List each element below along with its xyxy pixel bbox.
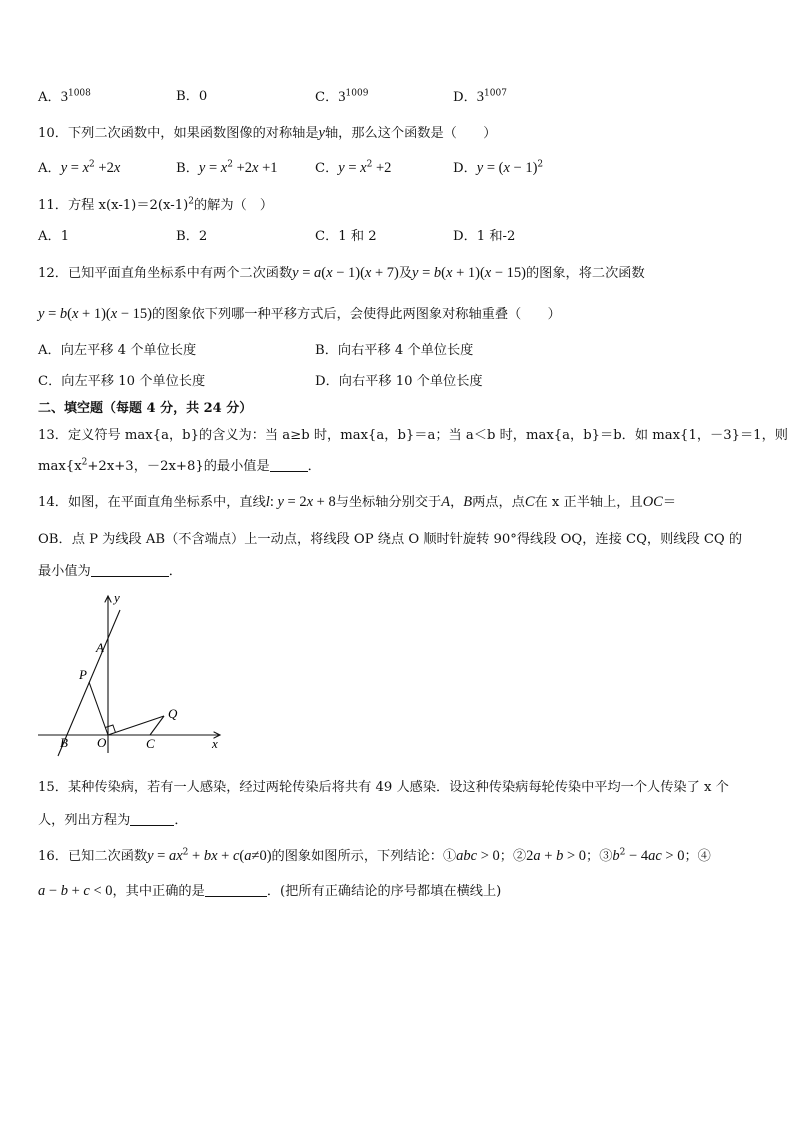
q10-option-a: A．$y = x^2 +2x$ [38,159,121,176]
q12-stem-line2: y = b(x + 1)(x − 15)的图象依下列哪一种平移方式后，会使得此两图象对称轴重叠（ ） [38,306,561,322]
label-o: O [97,735,107,750]
q9-option-c: C．$3^{1009}$ [315,88,369,105]
answer-blank[interactable] [270,457,308,472]
q16-line2: a − b + c < 0，其中正确的是 ．(把所有正确结论的序号都填在横线上) [38,883,502,899]
q9-option-d: D．$3^{1007}$ [453,88,507,105]
q13-line1: 13．定义符号 max{a，b}的含义为：当 a≥b 时，max{a，b}＝a；当 a＜b 时，max{a，b}＝b．如 max{1，－3}＝1，则 [38,428,788,443]
q14-line1: 14．如图，在平面直角坐标系中，直线l: y = 2x + 8与坐标轴分别交于A，B两点，点C在 x 正半轴上，且OC＝ [38,494,677,510]
q12-option-b: B．向右平移 4 个单位长度 [315,343,474,358]
q12-option-d: D．向右平移 10 个单位长度 [315,374,483,389]
q14-line2: OB．点 P 为线段 AB（不含端点）上一动点，将线段 OP 绕点 O 顺时针旋转 90°得线段 OQ，连接 CQ，则线段 CQ 的 [38,532,743,547]
label-p: P [79,667,87,682]
q12-stem-line1: 12．已知平面直角坐标系中有两个二次函数y = a(x − 1)(x + 7)及y = b(x + 1)(x − 15)的图象，将二次函数 [38,265,645,281]
q15-line1: 15．某种传染病，若有一人感染，经过两轮传染后将共有 49 人感染．设这种传染病每轮传染中平均一个人传染了 x 个 [38,780,729,795]
q9-option-b: B．0 [176,89,208,104]
q10-option-c: C．$y = x^2 +2$ [315,159,392,176]
q10-option-b: B．$y = x^2 +2x +1$ [176,159,278,176]
answer-blank[interactable] [205,882,267,897]
label-b: B [60,735,68,750]
q15-line2: 人，列出方程为 ． [38,813,188,828]
answer-blank[interactable] [130,811,174,826]
q9-option-a: A．$3^{1008}$ [38,88,91,105]
label-a: A [96,640,104,655]
label-y: y [114,590,120,605]
segment-oq [108,716,164,735]
q12-option-a: A．向左平移 4 个单位长度 [38,343,197,358]
q12-option-c: C．向左平移 10 个单位长度 [38,374,206,389]
label-x: x [212,736,218,751]
q11-option-a: A．1 [38,229,70,244]
q11-option-d: D．1 和-2 [453,229,516,244]
coordinate-figure [30,588,230,760]
q10-option-d: D．$y = (x - 1)^2$ [453,159,544,176]
section-title: 二、填空题（每题 4 分，共 24 分） [38,401,253,416]
q14-line3: 最小值为 ． [38,564,182,579]
q11-option-c: C．1 和 2 [315,229,377,244]
q13-line2: $\max\{x^2+2x+3$，－2x+8}的最小值是 ． [38,457,321,474]
label-c: C [146,736,155,751]
q11-stem: 11．方程 $x(x-1)=2(x-1)^2$的解为（ ） [38,196,274,213]
answer-blank[interactable] [91,562,169,577]
q11-option-b: B．2 [176,229,208,244]
q16-line1: 16．已知二次函数$y = ax^2$ + bx + c(a≠0)的图象如图所示，下列结论：①abc > 0；②2a + b > 0；$③b^2 - 4ac > 0$；④ [38,847,711,864]
q10-stem: 10．下列二次函数中，如果函数图像的对称轴是y轴，那么这个函数是（ ） [38,125,497,141]
segment-op [89,682,108,735]
label-q: Q [168,706,178,721]
